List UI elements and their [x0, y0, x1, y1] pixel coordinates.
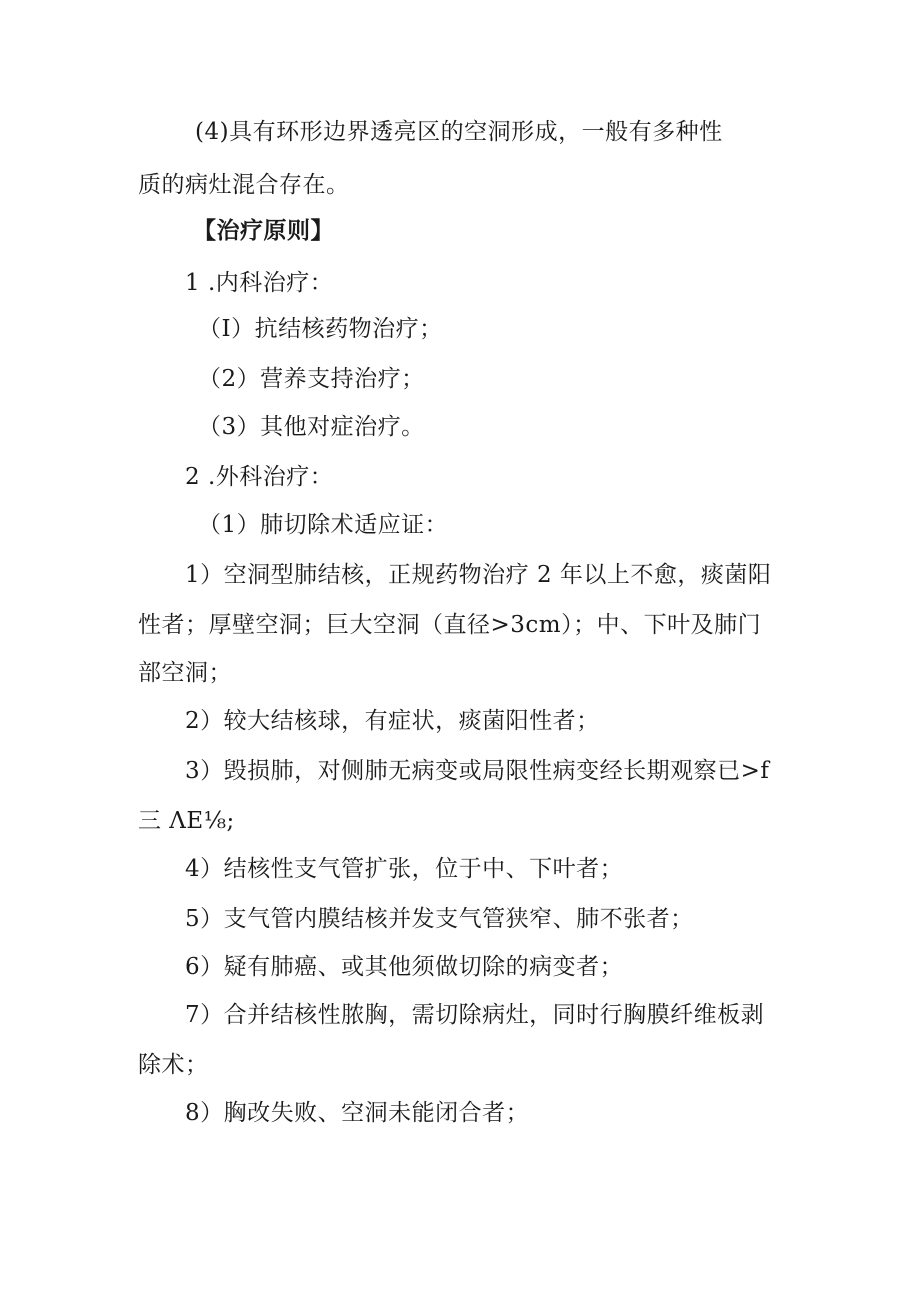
list-item: （I）抗结核药物治疗；: [198, 316, 443, 342]
list-item: 3）毁损肺，对侧肺无病变或局限性病变经长期观察已>f: [185, 758, 770, 784]
paragraph-line: 三 ΛE⅛;: [138, 808, 235, 834]
list-item: 1）空洞型肺结核，正规药物治疗 2 年以上不愈，痰菌阳: [185, 562, 772, 588]
section-heading: 【治疗原则】: [193, 217, 334, 244]
paragraph-line: 质的病灶混合存在。: [138, 172, 350, 198]
list-item: 2）较大结核球，有症状，痰菌阳性者；: [185, 708, 600, 734]
list-item: （1）肺切除术适应证：: [198, 512, 449, 538]
list-item: 5）支气管内膜结核并发支气管狭窄、肺不张者；: [185, 906, 694, 932]
paragraph-line: 性者；厚壁空洞；巨大空洞（直径>3cm）；中、下叶及肺门: [138, 612, 762, 638]
list-item: 6）疑有肺癌、或其他须做切除的病变者；: [185, 954, 624, 980]
list-item: （2）营养支持治疗；: [198, 366, 425, 392]
paragraph-line: 部空洞；: [138, 660, 232, 686]
list-item: 2 .外科治疗：: [185, 464, 334, 490]
list-item: 8）胸改失败、空洞未能闭合者；: [185, 1100, 530, 1126]
list-item: （3）其他对症治疗。: [198, 414, 425, 440]
list-item: 7）合并结核性脓胸，需切除病灶，同时行胸膜纤维板剥: [185, 1002, 765, 1028]
paragraph-line: (4)具有环形边界透亮区的空洞形成，一般有多种性: [195, 119, 723, 145]
paragraph-line: 除术；: [138, 1052, 209, 1078]
list-item: 4）结核性支气管扩张，位于中、下叶者；: [185, 856, 624, 882]
list-item: 1 .内科治疗：: [185, 270, 334, 296]
